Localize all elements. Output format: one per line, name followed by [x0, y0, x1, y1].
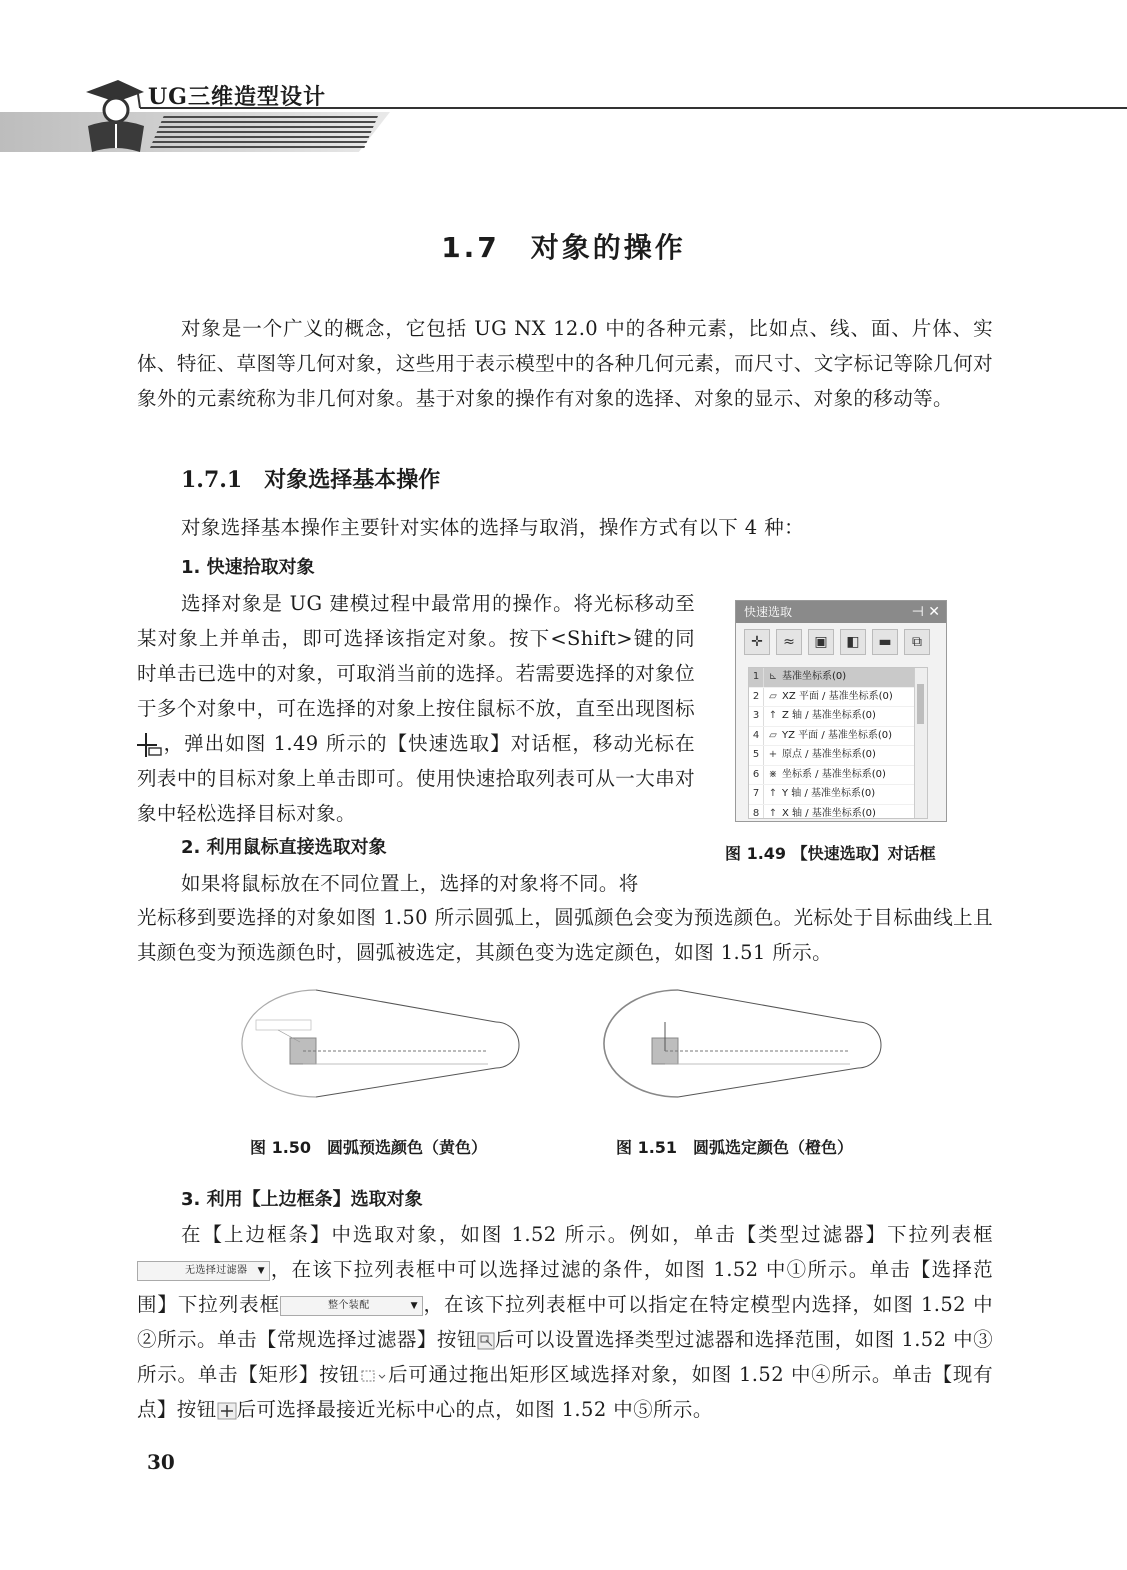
quick-pick-list — [748, 667, 928, 819]
plane-icon: ▱ — [769, 729, 777, 741]
rectangle-select-icon[interactable] — [360, 1367, 388, 1385]
item3-text-5: 后可通过拖出矩形区域选择对象，如图 1.52 中④所示。单击【现有点】按钮 — [137, 1363, 993, 1421]
list-item[interactable]: 4 ▱ YZ 平面 / 基准坐标系(0) — [749, 727, 927, 747]
item3-text-3: ，在该下拉列表框中可以指定在特定模型内选择，如图 1.52 中②所示。单击【常规选择过滤器】按钮 — [137, 1293, 993, 1351]
list-item[interactable]: 3 ↑ Z 轴 / 基准坐标系(0) — [749, 707, 927, 727]
origin-icon: + — [768, 749, 778, 760]
item1-text-a: 选择对象是 UG 建模过程中最常用的操作。将光标移动至某对象上并单击，即可选择该指定对象。按下<Shift>键的同时单击已选中的对象，可取消当前的选择。若需要选择的对象位于多个对象中，可在选择的对象上按住鼠标不放，直至出现图标 — [137, 592, 695, 720]
list-item[interactable]: 1 ⊾ 基准坐标系(0) — [749, 668, 927, 688]
intro-paragraph: 对象是一个广义的概念，它包括 UG NX 12.0 中的各种元素，比如点、线、面、片体、实体、特征、草图等几何对象，这些用于表示模型中的各种几何元素，而尺寸、文字标记等除几何对象外的元素统称为非几何对象。基于对象的操作有对象的选择、对象的显示、对象的移动等。 — [137, 317, 993, 410]
item3-text-6: 后可选择最接近光标中心的点，如图 1.52 中⑤所示。 — [236, 1398, 713, 1421]
selection-scope-dropdown[interactable] — [280, 1296, 423, 1316]
selection-scope-value: 整个装配 — [328, 1299, 370, 1311]
chevron-down-icon: ▼ — [257, 1265, 265, 1276]
component-filter-icon[interactable]: ⧉ — [904, 629, 930, 655]
axis-icon: ↑ — [768, 710, 778, 721]
point-filter-icon[interactable]: ✛ — [744, 629, 770, 655]
list-item[interactable]: 7 ↑ Y 轴 / 基准坐标系(0) — [749, 785, 927, 805]
subsection-intro: 对象选择基本操作主要针对实体的选择与取消，操作方式有以下 4 种： — [181, 516, 805, 539]
coordinate-system-icon: ⋇ — [768, 768, 778, 780]
item2-line-a: 如果将鼠标放在不同位置上，选择的对象将不同。将 — [181, 872, 639, 895]
item1-heading: 1. 快速拾取对象 — [181, 557, 315, 578]
body-filter-icon[interactable]: ◧ — [840, 629, 866, 655]
quick-pick-cursor-icon — [137, 733, 163, 757]
item2-paragraph: 光标移到要选择的对象如图 1.50 所示圆弧上，圆弧颜色会变为预选颜色。光标处于目标曲线上且其颜色变为预选颜色时，圆弧被选定，其颜色变为选定颜色，如图 1.51 所示。 — [137, 906, 993, 964]
dialog-title: 快速选取 — [744, 605, 793, 619]
curve-filter-icon[interactable]: ≈ — [776, 629, 802, 655]
axis-icon: ↑ — [768, 788, 778, 799]
header-stripes — [150, 116, 378, 148]
chevron-down-icon: ▼ — [410, 1300, 418, 1311]
fig151-caption: 图 1.51 圆弧选定颜色（橙色） — [616, 1138, 854, 1157]
subsection-title: 1.7.1 对象选择基本操作 — [181, 467, 441, 493]
plane-icon: ▱ — [769, 690, 777, 702]
list-item[interactable]: 5 + 原点 / 基准坐标系(0) — [749, 746, 927, 766]
list-item[interactable]: 2 ▱ XZ 平面 / 基准坐标系(0) — [749, 688, 927, 708]
item1-paragraph — [137, 586, 695, 831]
item3-heading: 3. 利用【上边框条】选取对象 — [181, 1189, 423, 1210]
existing-point-icon[interactable] — [217, 1402, 237, 1420]
dialog-titlebar — [736, 601, 946, 623]
item2-heading: 2. 利用鼠标直接选取对象 — [181, 837, 387, 858]
pin-close-icon[interactable]: ⊣ ✕ — [911, 604, 940, 620]
page-number: 30 — [147, 1450, 175, 1474]
arc-preselect-figure — [238, 982, 528, 1107]
item3-text-4: 后可以设置选择类型过滤器和选择范围，如图 1.52 中③所示。单击【矩形】按钮 — [137, 1328, 993, 1386]
face-filter-icon[interactable]: ▣ — [808, 629, 834, 655]
item3-text-2: ，在该下拉列表框中可以选择过滤的条件，如图 1.52 中①所示。单击【选择范围】下拉列表框 — [137, 1258, 993, 1316]
book-title: UG三维造型设计 — [148, 84, 326, 110]
type-filter-value: 无选择过滤器 — [185, 1264, 248, 1276]
list-scrollbar[interactable] — [914, 668, 927, 818]
fig150-caption: 图 1.50 圆弧预选颜色（黄色） — [250, 1138, 488, 1157]
csys-icon: ⊾ — [768, 671, 778, 682]
type-filter-dropdown[interactable] — [137, 1261, 270, 1281]
section-title: 1.7 对象的操作 — [441, 231, 686, 264]
fig149-caption: 图 1.49 【快速选取】对话框 — [725, 844, 936, 863]
axis-icon: ↑ — [768, 807, 778, 819]
item3-paragraph — [137, 1217, 993, 1427]
item3-text-1: 在【上边框条】中选取对象，如图 1.52 所示。例如，单击【类型过滤器】下拉列表框 — [181, 1223, 993, 1246]
item1-text-b: ，弹出如图 1.49 所示的【快速选取】对话框，移动光标在列表中的目标对象上单击即可。使用快速拾取列表可从一大串对象中轻松选择目标对象。 — [137, 732, 695, 825]
graduate-reader-logo-icon — [78, 74, 148, 154]
arc-selected-figure — [600, 982, 890, 1107]
quick-pick-dialog — [735, 600, 947, 822]
general-selection-filter-icon[interactable] — [477, 1332, 495, 1350]
feature-filter-icon[interactable]: ▬ — [872, 629, 898, 655]
list-item[interactable]: 8 ↑ X 轴 / 基准坐标系(0) — [749, 805, 927, 820]
list-item[interactable]: 6 ⋇ 坐标系 / 基准坐标系(0) — [749, 766, 927, 786]
dialog-toolbar — [736, 623, 946, 663]
